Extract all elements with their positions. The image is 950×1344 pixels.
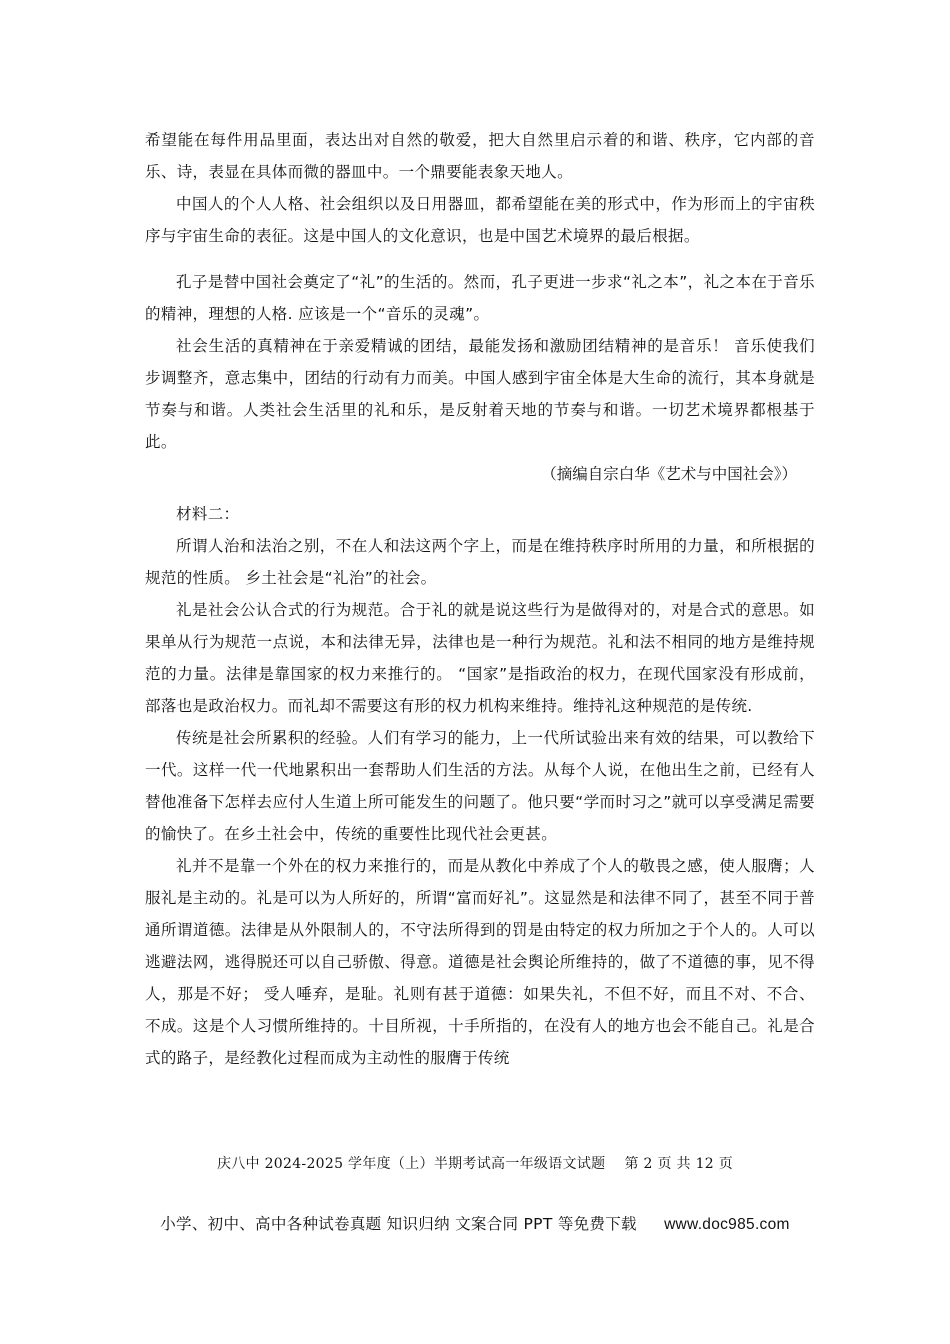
page-footer: 庆八中 2024-2025 学年度（上）半期考试高一年级语文试题 第 2 页 共 12 页: [216, 1156, 734, 1172]
paragraph: 所谓人治和法治之别，不在人和法这两个字上，而是在维持秩序时所用的力量，和所根据的规范的性质。 乡土社会是“礼治”的社会。: [145, 537, 815, 587]
paragraph: 礼是社会公认合式的行为规范。合于礼的就是说这些行为是做得对的，对是合式的意思。如果单从行为规范一点说，本和法律无异，法律也是一种行为规范。礼和法不相同的地方是维持规范的力量。法律是靠国家的权力来推行的。 “国家”是指政治的权力，在现代国家没有形成前，部落也是政治权力。而礼却不需要这有形的权力机构来维持。维持礼这种规范的是传统.: [145, 601, 815, 715]
banner-text: 小学、初中、高中各种试卷真题 知识归纳 文案合同 PPT 等免费下载: [160, 1215, 637, 1233]
paragraph: 社会生活的真精神在于亲爱精诚的团结，最能发扬和激励团结精神的是音乐！ 音乐使我们步调整齐，意志集中，团结的行动有力而美。中国人感到宇宙全体是大生命的流行，其本身就是节奏与和谐。人类社会生活里的礼和乐，是反射着天地的节奏与和谐。一切艺术境界都根基于此。: [145, 337, 815, 451]
paragraph: 传统是社会所累积的经验。人们有学习的能力，上一代所试验出来有效的结果，可以教给下一代。这样一代一代地累积出一套帮助人们生活的方法。从每个人说，在他出生之前，已经有人替他准备下怎样去应付人生道上所可能发生的问题了。他只要“学而时习之”就可以享受满足需要的愉快了。在乡土社会中，传统的重要性比现代社会更甚。: [145, 729, 815, 843]
banner-url[interactable]: www.doc985.com: [664, 1216, 790, 1233]
download-banner: [0, 1212, 950, 1234]
paragraph: 礼并不是靠一个外在的权力来推行的，而是从教化中养成了个人的敬畏之感，使人服膺；人服礼是主动的。礼是可以为人所好的，所谓“富而好礼”。这显然是和法律不同了，甚至不同于普通所谓道德。法律是从外限制人的，不守法所得到的罚是由特定的权力所加之于个人的。人可以逃避法网，逃得脱还可以自己骄傲、得意。道德是社会舆论所维持的，做了不道德的事，见不得人，那是不好； 受人唾弃，是耻。礼则有甚于道德：如果失礼，不但不好，而且不对、不合、不成。这是个人习惯所维持的。十目所视，十手所指的，在没有人的地方也会不能自己。礼是合式的路子，是经教化过程而成为主动性的服膺于传统: [145, 857, 815, 1067]
paragraph: 孔子是替中国社会奠定了“礼”的生活的。然而，孔子更进一步求“礼之本”，礼之本在于音乐的精神，理想的人格. 应该是一个“音乐的灵魂”。: [145, 273, 815, 323]
source-citation: （摘编自宗白华《艺术与中国社会》）: [541, 465, 797, 483]
paragraph: 中国人的个人人格、社会组织以及日用器皿，都希望能在美的形式中，作为形而上的宇宙秩序与宇宙生命的表征。这是中国人的文化意识，也是中国艺术境界的最后根据。: [145, 195, 815, 245]
material-two-heading: 材料二：: [176, 505, 240, 523]
paragraph: 希望能在每件用品里面，表达出对自然的敬爱，把大自然里启示着的和谐、秩序，它内部的音乐、诗，表显在具体而微的器皿中。一个鼎要能表象天地人。: [145, 131, 815, 181]
page-body: [145, 124, 815, 1074]
